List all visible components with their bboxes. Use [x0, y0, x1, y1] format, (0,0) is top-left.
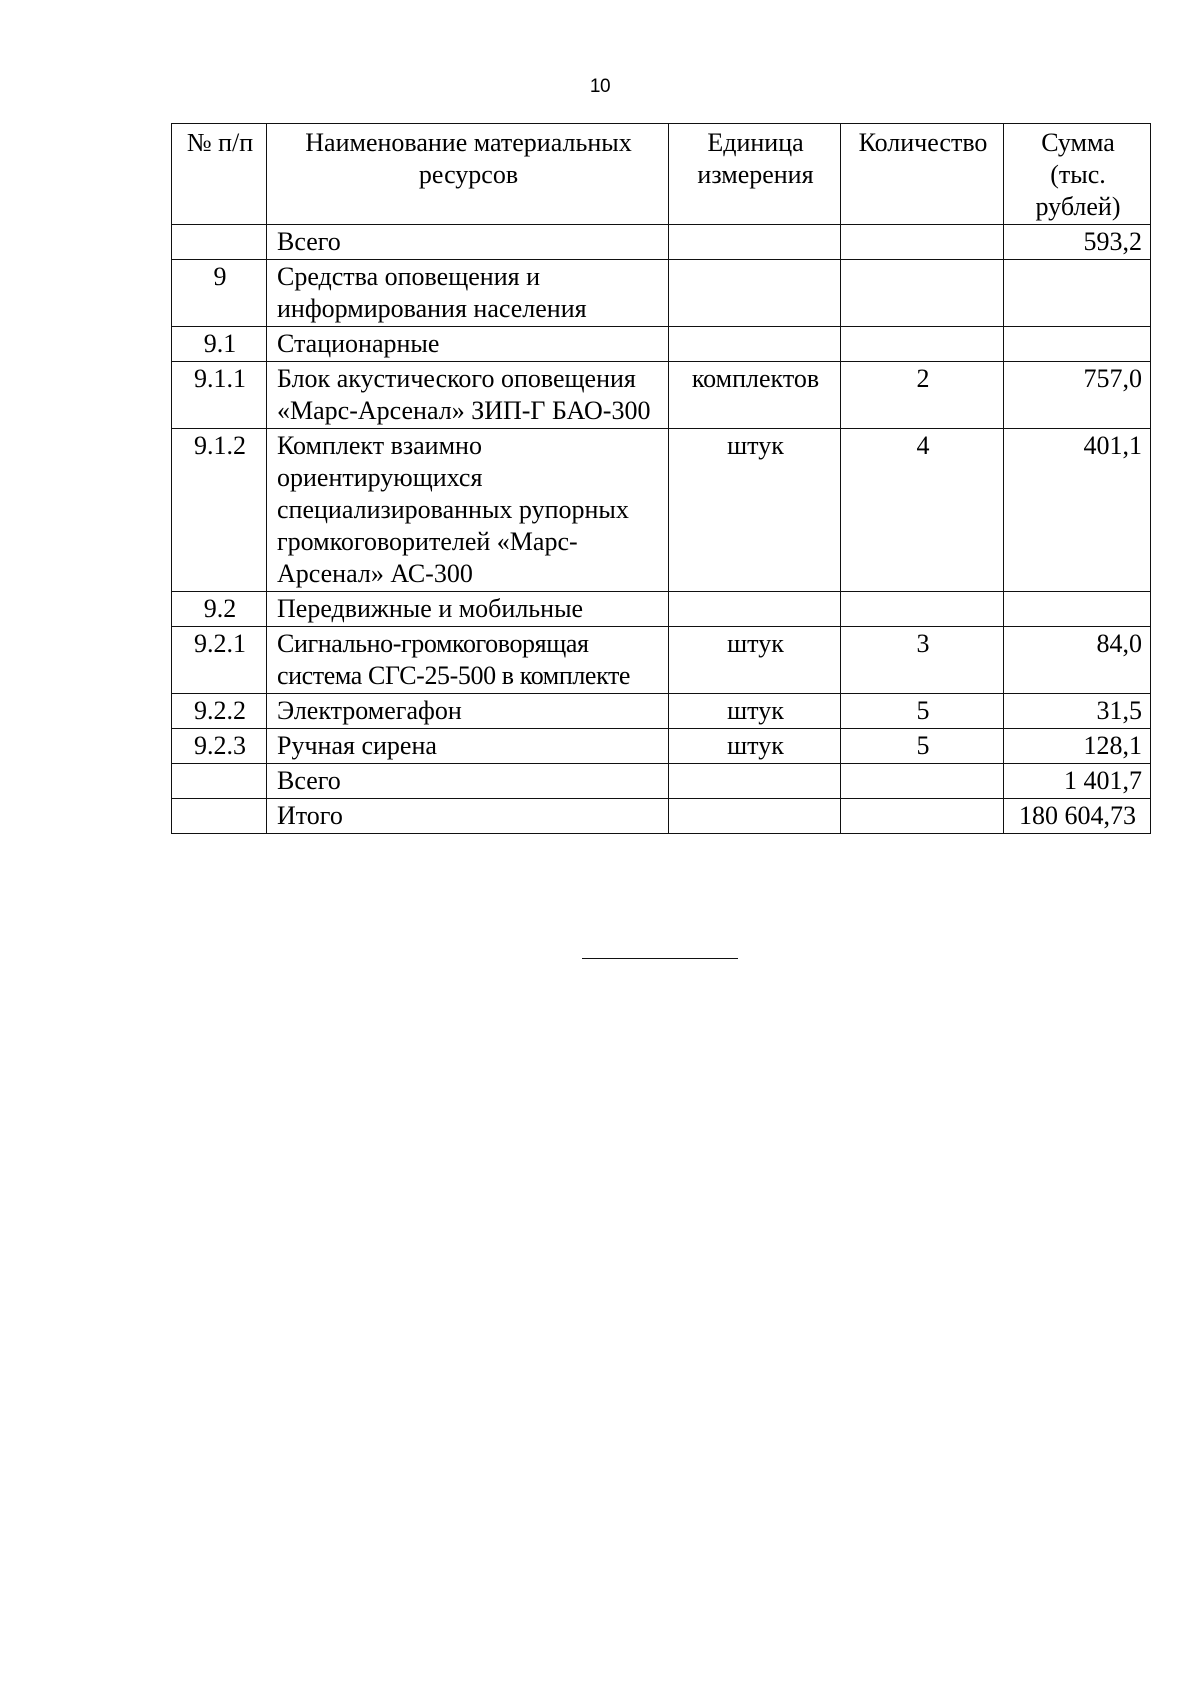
- table-row: [172, 592, 1151, 627]
- row-sum: 757,0: [1004, 362, 1151, 429]
- row-name: Всего: [267, 225, 669, 260]
- row-unit: штук: [669, 694, 841, 729]
- row-num: 9.1: [172, 327, 267, 362]
- row-name: Всего: [267, 764, 669, 799]
- row-unit: штук: [669, 627, 841, 694]
- row-qty: 2: [841, 362, 1004, 429]
- row-name: Итого: [267, 799, 669, 834]
- row-qty: [841, 260, 1004, 327]
- table-row: [172, 225, 1151, 260]
- row-sum: 84,0: [1004, 627, 1151, 694]
- row-qty: [841, 592, 1004, 627]
- row-num: [172, 225, 267, 260]
- row-num: [172, 799, 267, 834]
- row-unit: [669, 260, 841, 327]
- row-qty: [841, 799, 1004, 834]
- end-of-document-rule: [582, 958, 738, 959]
- row-num: 9: [172, 260, 267, 327]
- table-row: [172, 729, 1151, 764]
- row-num: 9.2.1: [172, 627, 267, 694]
- row-qty: [841, 327, 1004, 362]
- row-qty: 3: [841, 627, 1004, 694]
- header-qty: Количество: [841, 124, 1004, 225]
- row-qty: [841, 225, 1004, 260]
- row-unit: [669, 764, 841, 799]
- page-number: 10: [589, 76, 611, 97]
- row-unit: [669, 592, 841, 627]
- header-unit: Единица измерения: [669, 124, 841, 225]
- row-num: 9.2: [172, 592, 267, 627]
- row-sum: 1 401,7: [1004, 764, 1151, 799]
- row-name: Блок акустического оповещения «Марс-Арсенал» ЗИП-Г БАО-300: [267, 362, 669, 429]
- row-unit: штук: [669, 429, 841, 592]
- row-unit: комплектов: [669, 362, 841, 429]
- row-sum: 401,1: [1004, 429, 1151, 592]
- row-name: Комплект взаимно ориентирующихся специализированных рупорных громкоговорителей «Марс-Арсенал» АС-300: [267, 429, 669, 592]
- row-num: [172, 764, 267, 799]
- row-sum: [1004, 327, 1151, 362]
- table-row: [172, 627, 1151, 694]
- header-num: № п/п: [172, 124, 267, 225]
- row-num: 9.1.1: [172, 362, 267, 429]
- row-name: Ручная сирена: [267, 729, 669, 764]
- material-resources-table: [171, 123, 1151, 834]
- table-row: [172, 327, 1151, 362]
- row-unit: штук: [669, 729, 841, 764]
- row-num: 9.2.2: [172, 694, 267, 729]
- row-unit: [669, 225, 841, 260]
- row-sum: 31,5: [1004, 694, 1151, 729]
- row-num: 9.1.2: [172, 429, 267, 592]
- row-qty: 5: [841, 694, 1004, 729]
- table-row: [172, 799, 1151, 834]
- table-row: [172, 429, 1151, 592]
- row-num: 9.2.3: [172, 729, 267, 764]
- table-row: [172, 694, 1151, 729]
- header-sum: Сумма (тыс. рублей): [1004, 124, 1151, 225]
- table-row: [172, 764, 1151, 799]
- row-name: Передвижные и мобильные: [267, 592, 669, 627]
- row-name: Стационарные: [267, 327, 669, 362]
- row-sum: 180 604,73: [1004, 799, 1151, 834]
- row-name: Сигнально-громкоговорящая система СГС-25-500 в комплекте: [267, 627, 669, 694]
- row-qty: [841, 764, 1004, 799]
- row-sum: 128,1: [1004, 729, 1151, 764]
- row-qty: 5: [841, 729, 1004, 764]
- row-sum: [1004, 260, 1151, 327]
- row-qty: 4: [841, 429, 1004, 592]
- table-header-row: [172, 124, 1151, 225]
- row-sum: 593,2: [1004, 225, 1151, 260]
- table-row: [172, 362, 1151, 429]
- table-row: [172, 260, 1151, 327]
- row-name: Средства оповещения и информирования населения: [267, 260, 669, 327]
- row-name: Электромегафон: [267, 694, 669, 729]
- row-sum: [1004, 592, 1151, 627]
- header-name: Наименование материальных ресурсов: [267, 124, 669, 225]
- row-unit: [669, 799, 841, 834]
- row-unit: [669, 327, 841, 362]
